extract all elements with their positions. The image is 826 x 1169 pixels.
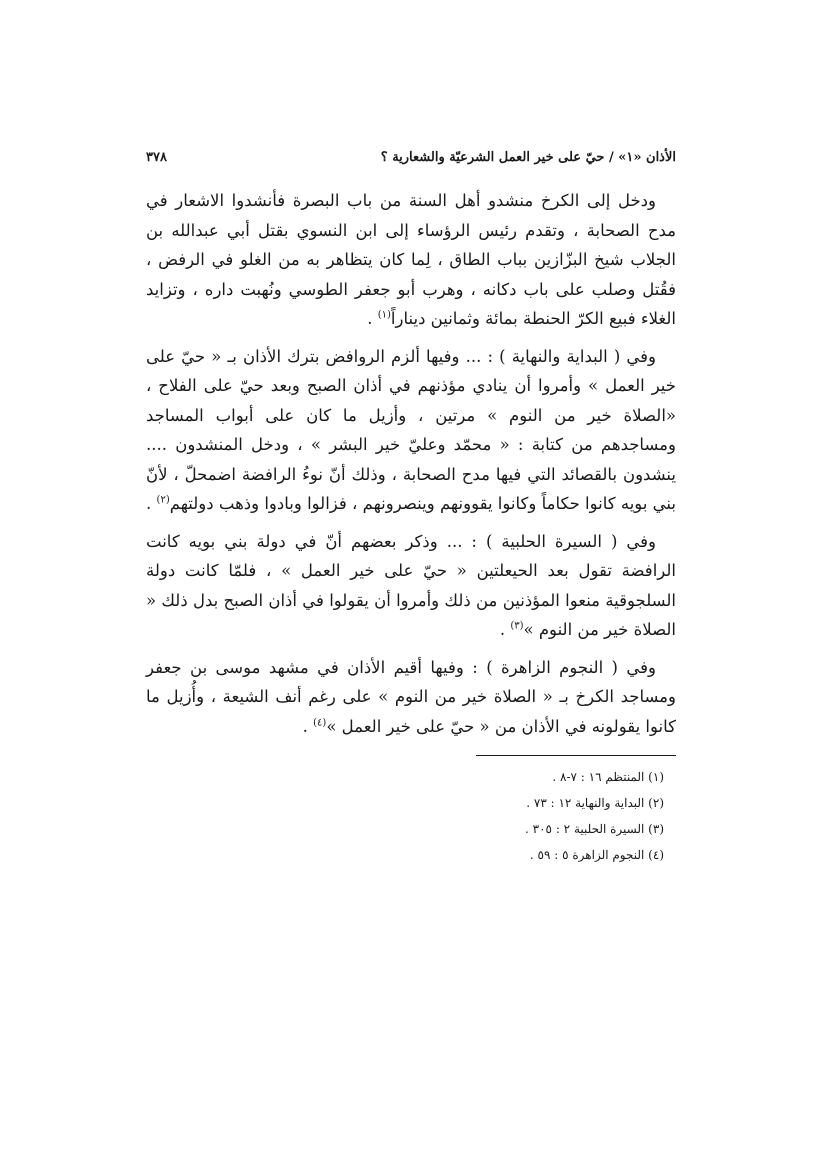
book-page [146, 150, 676, 868]
chapter-title: الأذان «١» / حيّ على خير العمل الشرعيّة والشعارية ؟ [380, 150, 676, 165]
paragraph-tail: . [367, 309, 378, 328]
footnote-separator [476, 755, 676, 756]
paragraph-tail: . [302, 716, 314, 736]
paragraph-text: ودخل إلى الكرخ منشدو أهل السنة من باب البصرة فأنشدوا الاشعار في مدح الصحابة ، وتقدم رئيس الرؤساء إلى ابن النسوي بقتل أبي عبدالله بن الجلاب شيخ البزّازين بباب الطاق ، لِما كان يتظاهر به من الغلو في الرفض ، فقُتل وصلب على باب دكانه ، وهرب أبو جعفر الطوسي ونُهبت داره ، وتزايد الغلاء فبيع الكرّ الحنطة بمائة وثمانين ديناراً [146, 191, 676, 328]
paragraph-4 [146, 653, 676, 742]
page-number: ٣٧٨ [146, 150, 167, 165]
footnote-4: (٤) النجوم الزاهرة ٥ : ٥٩ . [529, 848, 664, 862]
footnote-ref-4: (٤) [313, 717, 327, 728]
paragraph-text: وفي ( السيرة الحلبية ) : ... وذكر بعضهم أنّ في دولة بني بويه كانت الرافضة تقول بعد الحيعلتين « حيّ على خير العمل » ، فلمّا كانت دولة السلجوقية منعوا المؤذنين من ذلك وأمروا أن يقولوا في أذان الصبح بدل ذلك « الصلاة خير من النوم » [146, 531, 676, 639]
main-text [146, 186, 676, 741]
footnote-ref-2: (٢) [156, 494, 170, 506]
paragraph-text: وفي ( البداية والنهاية ) : ... وفيها ألزم الروافض بترك الأذان بـ « حيّ على خير العمل » وأمروا أن ينادي مؤذنهم في أذان الصبح وبعد حيّ على الفلاح ، «الصلاة خير من النوم » مرتين ، وأزيل ما كان على أبواب المساجد ومساجدهم من كتابة : « محمّد وعليّ خير البشر » ، ودخل المنشدون .... ينشدون بالقصائد التي فيها مدح الصحابة ، وذلك أنّ نوءُ الرافضة اضمحلّ ، لأنّ بني بويه كانوا حكاماً وكانوا يقوونهم وينصرونهم ، فزالوا وبادوا وذهب دولتهم [146, 346, 676, 513]
footnotes [146, 764, 676, 868]
paragraph-1 [146, 186, 676, 334]
paragraph-text: وفي ( النجوم الزاهرة ) : وفيها أقيم الأذان في مشهد موسى بن جعفر ومساجد الكرخ بـ « الصلاة خير من النوم » على رغم أنف الشيعة ، وأُزيل ما كانوا يقولونه في الأذان من « حيّ على خير العمل » [146, 657, 676, 736]
paragraph-tail: . [499, 620, 511, 639]
footnote-3: (٣) السيرة الحلبية ٢ : ٣٠٥ . [525, 822, 664, 836]
running-header [146, 150, 676, 172]
footnote-ref-3: (٣) [510, 620, 524, 632]
paragraph-3 [146, 527, 676, 645]
footnote-ref-1: (١) [377, 309, 391, 321]
footnote-2: (٢) البداية والنهاية ١٢ : ٧٣ . [526, 796, 664, 810]
paragraph-2 [146, 342, 676, 519]
footnote-1: (١) المنتظم ١٦ : ٧-٨ . [552, 770, 664, 784]
paragraph-tail: . [146, 494, 157, 513]
